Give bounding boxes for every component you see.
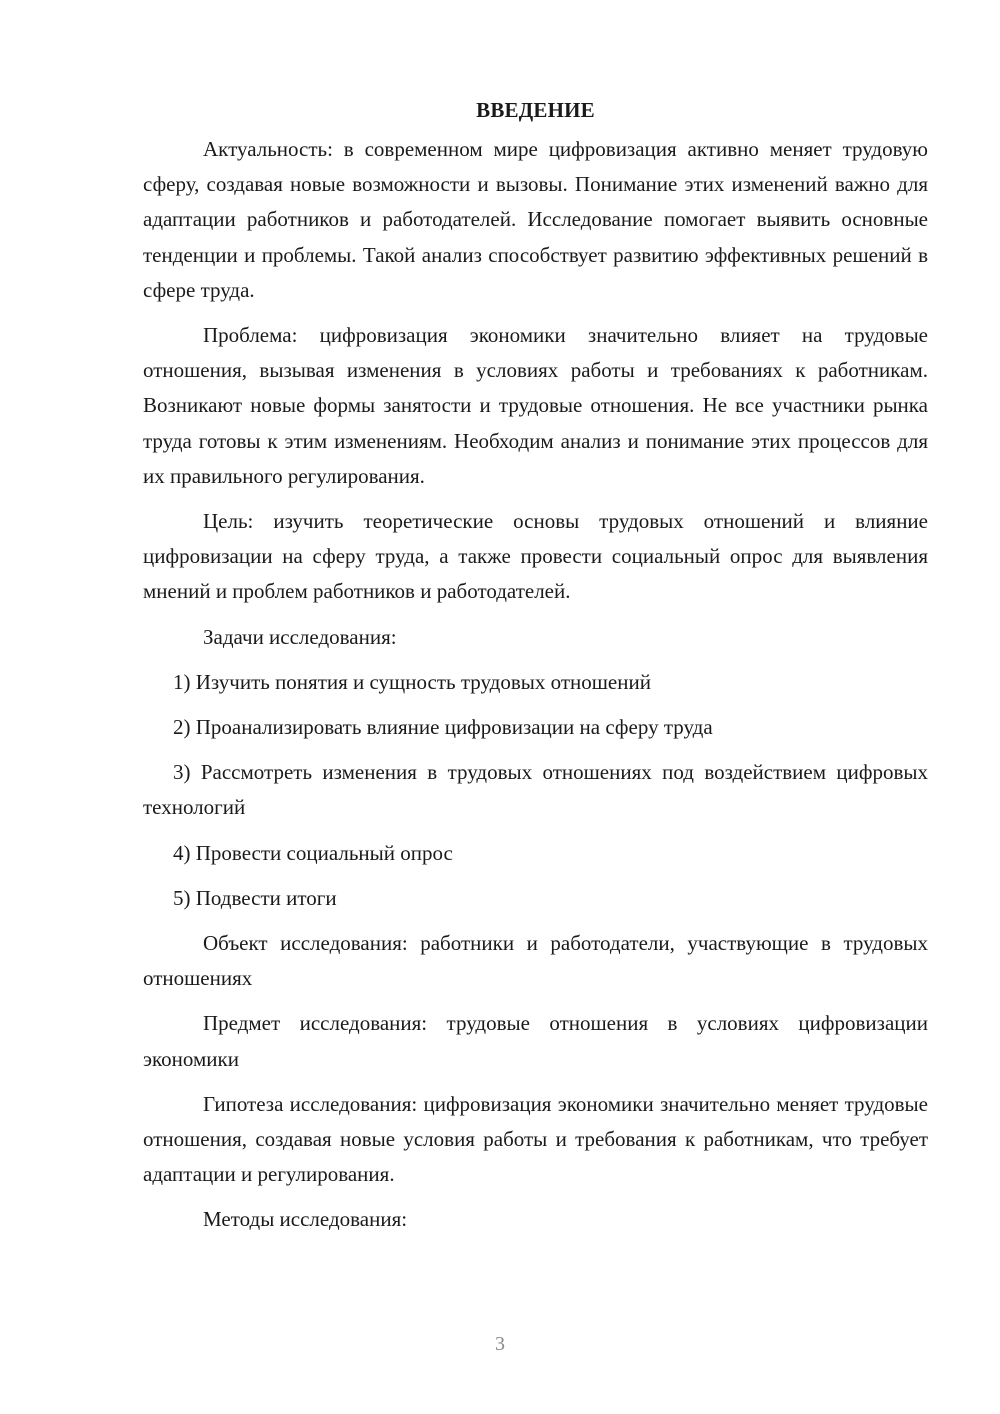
section-title: ВВЕДЕНИЕ: [476, 98, 595, 122]
task-item-1: 1) Изучить понятия и сущность трудовых отношений: [173, 669, 651, 694]
document-page: [143, 92, 928, 1248]
paragraph-hypothesis: Гипотеза исследования: цифровизация экономики значительно меняет трудовые отношения, создавая новые условия работы и требования к работникам, что требует адаптации и регулирования.: [143, 1091, 928, 1187]
task-item-2: 2) Проанализировать влияние цифровизации на сферу труда: [173, 715, 713, 740]
task-item-5: 5) Подвести итоги: [173, 885, 337, 910]
paragraph-object: Объект исследования: работники и работодатели, участвующие в трудовых отношениях: [143, 931, 928, 991]
paragraph-methods: Методы исследования:: [203, 1207, 408, 1232]
paragraph-tasks-heading: Задачи исследования:: [203, 624, 397, 649]
task-item-3: 3) Рассмотреть изменения в трудовых отношениях под воздействием цифровых технологий: [143, 760, 928, 820]
task-item-4: 4) Провести социальный опрос: [173, 840, 453, 865]
paragraph-goal: Цель: изучить теоретические основы трудовых отношений и влияние цифровизации на сферу труда, а также провести социальный опрос для выявления мнений и проблем работников и работодателей.: [143, 509, 928, 604]
paragraph-subject: Предмет исследования: трудовые отношения в условиях цифровизации экономики: [143, 1011, 928, 1071]
page-number: 3: [495, 1333, 505, 1355]
paragraph-problem: Проблема: цифровизация экономики значительно влияет на трудовые отношения, вызывая изменения в условиях работы и требованиях к работникам. Возникают новые формы занятости и трудовые отношения. Не все участники рынка труда готовы к этим изменениям. Необходим анализ и понимание этих процессов для их правильного регулирования.: [143, 323, 928, 488]
paragraph-relevance: Актуальность: в современном мире цифровизация активно меняет трудовую сферу, создавая новые возможности и вызовы. Понимание этих изменений важно для адаптации работников и работодателей. Исследование помогает выявить основные тенденции и проблемы. Такой анализ способствует развитию эффективных решений в сфере труда.: [143, 137, 928, 302]
